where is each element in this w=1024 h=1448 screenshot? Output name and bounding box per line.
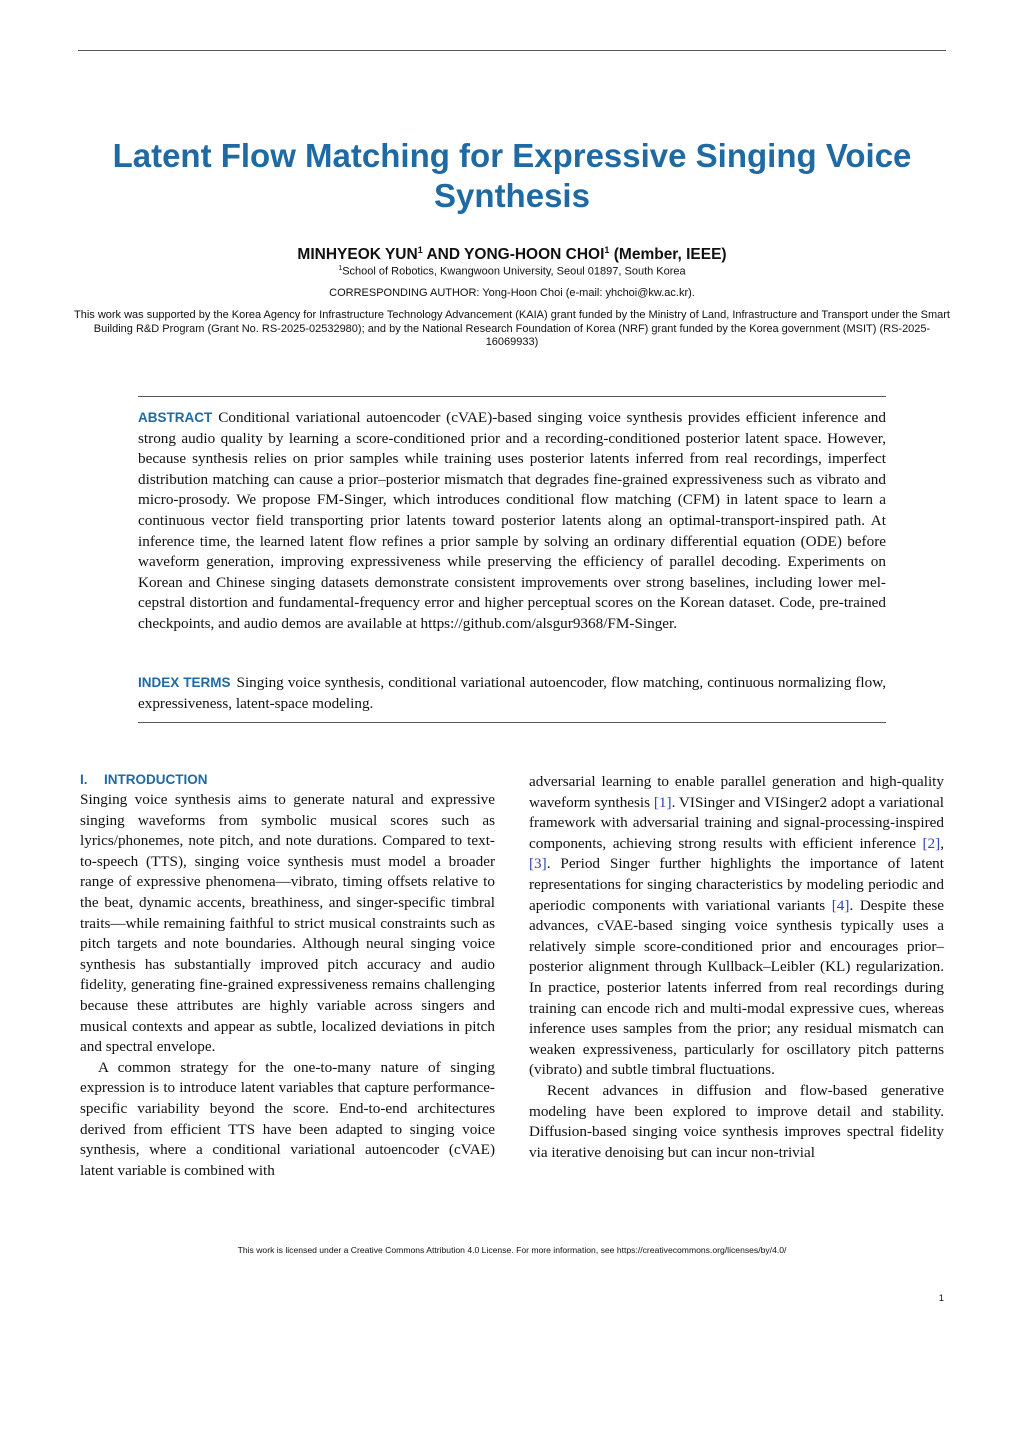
funding-note: This work was supported by the Korea Agency for Infrastructure Technology Advancement (KAIA) grant funded by the Ministry of Land, Infrastructure and Transport under the Smart Building R&D Program (Grant No. RS-2025-02532980); and by the National Research Foundation of Korea (NRF) grant funded by the Korea government (MSIT) (RS-2025-16069933) [74,309,950,348]
abstract-bottom-rule [138,722,886,723]
abstract-top-rule [138,396,886,397]
paper-title: Latent Flow Matching for Expressive Singing Voice Synthesis [112,137,912,214]
page-number: 1 [938,1293,944,1304]
author-2: AND YONG-HOON CHOI [422,246,605,264]
citation-link-2[interactable]: [2] [922,834,941,852]
section-title: INTRODUCTION [104,772,208,787]
license-footer: This work is licensed under a Creative Commons Attribution 4.0 License. For more information, see https://creativecommons.org/licenses/by/4.0/ [237,1245,787,1255]
abstract [138,408,886,635]
text-span: , [940,834,944,852]
corresponding-author: CORRESPONDING AUTHOR: Yong-Hoon Choi (e-mail: yhchoi@kw.ac.kr). [329,287,695,299]
intro-paragraph-3: Recent advances in diffusion and flow-based generative modeling have been explored to improve detail and stability. Diffusion-based singing voice synthesis improves spectral fidelity via iterative denoising but can incur non-trivial [529,1081,944,1161]
citation-link-1[interactable]: [1] [653,793,672,811]
affiliation-text: School of Robotics, Kwangwoon University, Seoul 01897, South Korea [342,265,686,278]
author-1-affil-mark: 1 [417,245,423,255]
text-span: . Period Singer further highlights the importance of latent representations for singing characteristics by modeling periodic and aperiodic components with variational variants [529,855,944,914]
intro-paragraph-1: Singing voice synthesis aims to generate natural and expressive singing waveforms from symbolic musical scores such as lyrics/phonemes, note pitch, and note durations. Compared to text-to-speech (TTS), singing voice synthesis must model a broader range of expressive phenomena—vibrato, timing offsets relative to the beat, dynamic accents, breathiness, and singer-specific timbral traits—while remaining faithful to strict musical constraints such as pitch targets and note boundaries. Although neural singing voice synthesis has substantially improved pitch accuracy and audio fidelity, generating fine-grained expressiveness remains challenging because these attributes are highly variable across singers and musical contexts and appear as subtle, localized deviations in pitch and spectral envelope. [80,791,495,1056]
top-rule [78,50,946,51]
intro-paragraph-2-continued [529,772,944,1081]
left-column [80,770,495,1181]
abstract-text: Conditional variational autoencoder (cVAE)-based singing voice synthesis provides efficient inference and strong audio quality by learning a score-conditioned prior and a recording-conditioned posterior latent space. However, because synthesis relies on prior samples while training uses posterior latents inferred from real recordings, imperfect distribution matching can cause a prior–posterior mismatch that degrades fine-grained expressiveness such as vibrato and micro-prosody. We propose FM-Singer, which introduces conditional flow matching (CFM) in latent space to learn a continuous vector field transporting prior latents toward posterior latents along an optimal-transport-inspired path. At inference time, the learned latent flow refines a prior sample by solving an ordinary differential equation (ODE) before waveform generation, improving expressiveness while preserving the efficiency of parallel decoding. Experiments on Korean and Chinese singing datasets demonstrate consistent improvements over strong baselines, including lower mel-cepstral distortion and fundamental-frequency error and higher perceptual scores on the Korean dataset. Code, pre-trained checkpoints, and audio demos are available at https://github.com/alsgur9368/FM-Singer. [138,409,886,632]
affiliation [70,262,954,279]
text-span: . VISinger and VISinger2 adopt a variational framework with adversarial training and signal-processing-inspired components, achieving strong results with efficient inference [529,793,944,852]
abstract-label: ABSTRACT [138,410,213,425]
author-1: MINHYEOK YUN [297,246,418,264]
section-heading [80,770,495,790]
citation-link-3[interactable]: [3] [529,855,547,873]
index-terms-label: INDEX TERMS [138,675,231,690]
citation-link-4[interactable]: [4] [831,896,850,914]
right-column [529,772,944,1163]
index-terms [138,673,886,714]
intro-paragraph-2: A common strategy for the one-to-many nature of singing expression is to introduce latent variables that capture performance-specific variability beyond the score. End-to-end architectures derived from efficient TTS have been adapted to singing voice synthesis, where a conditional variational autoencoder (cVAE) latent variable is combined with [80,1058,495,1179]
section-number: I. [80,772,88,787]
text-span: adversarial learning to enable parallel generation and high-quality waveform synthesis [529,773,944,811]
author-2-affil-mark: 1 [604,245,610,255]
author-membership: (Member, IEEE) [609,246,727,264]
text-span: . Despite these advances, cVAE-based singing voice synthesis typically uses a relatively simple score-conditioned prior and encourages prior–posterior alignment through Kullback–Leibler (KL) regularization. In practice, posterior latents inferred from real recordings during training can encode rich and multi-modal expressive cues, whereas inference uses samples from the prior; any residual mismatch can weaken expressiveness, particularly for oscillatory pitch patterns (vibrato) and subtle timbral fluctuations. [529,896,944,1079]
affiliation-mark: 1 [338,265,343,272]
index-terms-text: Singing voice synthesis, conditional variational autoencoder, flow matching, continuous normalizing flow, expressiveness, latent-space modeling. [138,674,886,712]
